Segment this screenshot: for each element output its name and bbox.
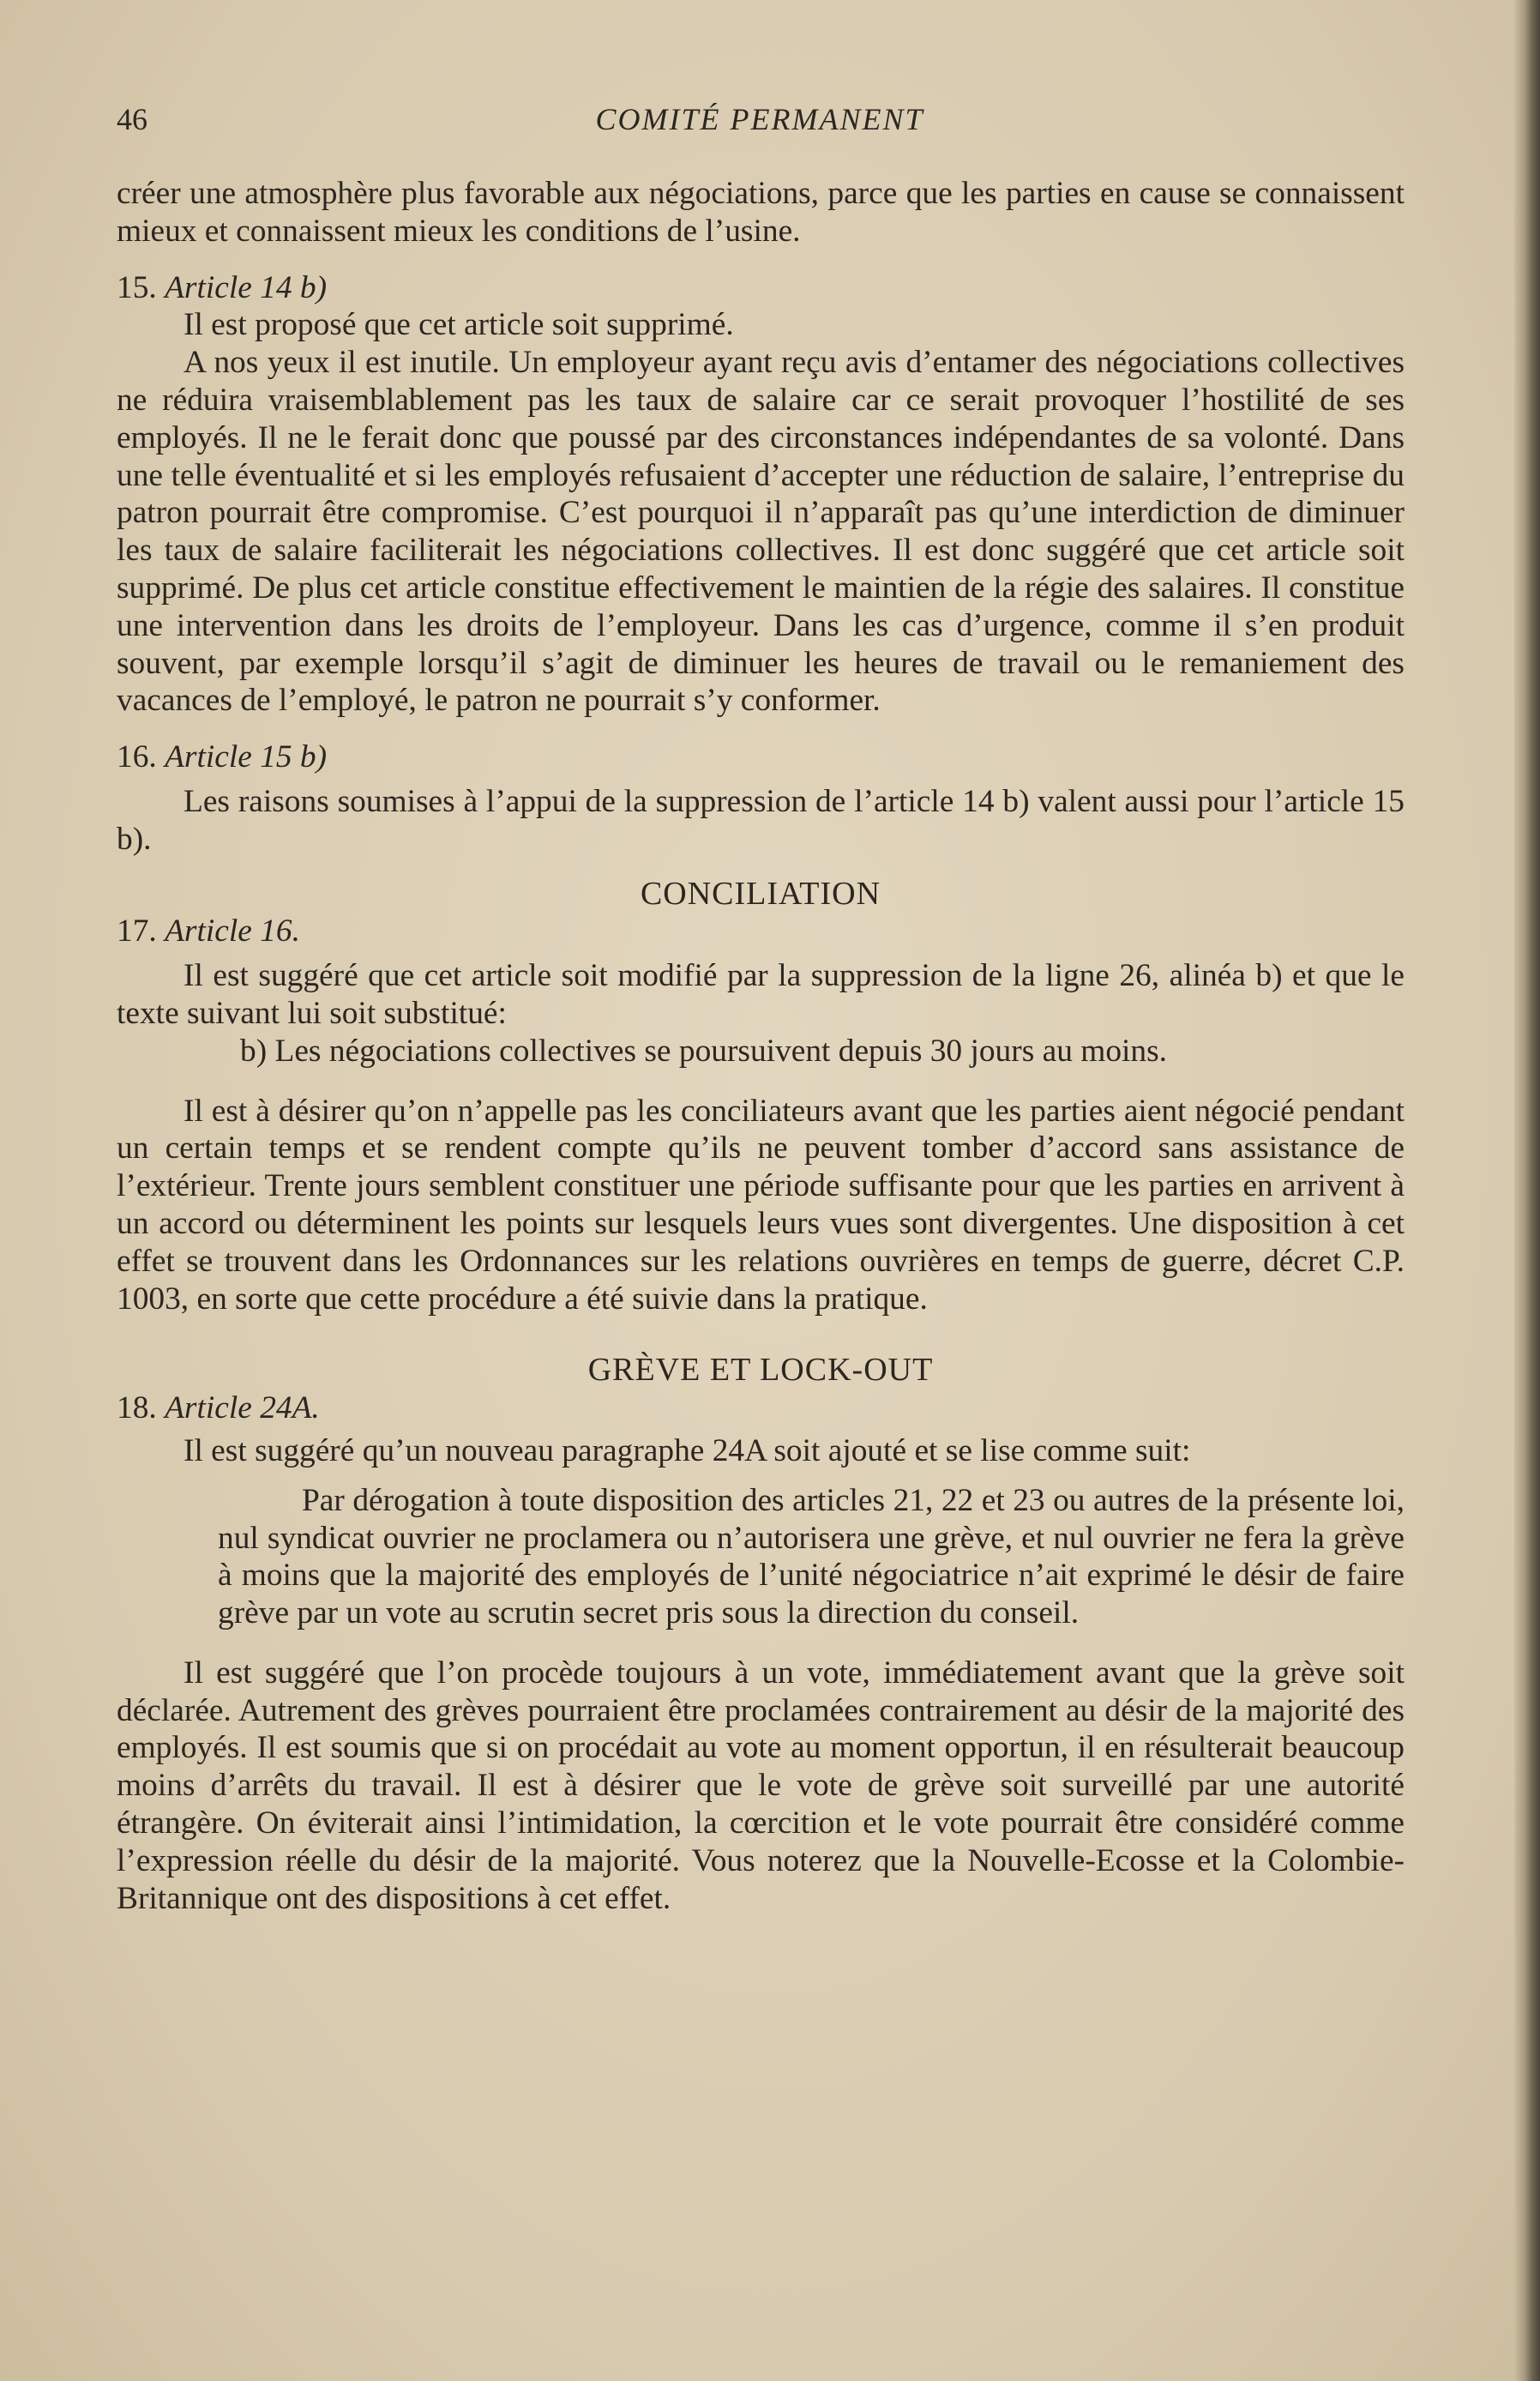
page-number: 46 [117,102,147,136]
article-15-heading [117,269,1405,307]
article-17-quote: b) Les négociations collectives se poursuivent depuis 30 jours au moins. [240,1033,1168,1069]
article-18-quote: Par dérogation à toute disposition des articles 21, 22 et 23 ou autres de la présente loi, nul syndicat ouvrier ne proclamera ou n’autorisera une grève, et nul ouvrier ne fera la grève à moins que la majorité des employés de l’unité négociatrice n’ait exprimé le désir de faire grève par un vote au scrutin secret pris sous la direction du conseil. [218,1482,1405,1631]
running-head: COMITÉ PERMANENT [595,102,924,136]
article-18-title: Article 24A. [165,1390,320,1426]
article-18-paragraph-2: Il est suggéré que l’on procède toujours à un vote, immédiatement avant que la grève soit déclarée. Autrement des grèves pourraient être proclamées contrairement au désir de la majorité des employés. Il est soumis que si on procédait au vote au moment opportun, il en résulterait beaucoup moins d’arrêts du travail. Il est à désirer que le vote de grève soit surveillé par une autorité étrangère. On éviterait ainsi l’intimidation, la cœrcition et le vote pourrait être considéré comme l’expression réelle du désir de la majorité. Vous noterez que la Nouvelle-Ecosse et la Colombie-Britannique ont des dispositions à cet effet. [117,1655,1405,1916]
section-title-conciliation: CONCILIATION [640,875,881,912]
article-16-number: 16. [117,739,165,775]
article-15-title: Article 14 b) [165,269,328,305]
article-17-heading [117,913,1405,950]
article-17-title: Article 16. [165,913,300,949]
article-18-number: 18. [117,1390,165,1426]
article-18-heading [117,1389,1405,1427]
article-16-paragraph-1: Les raisons soumises à l’appui de la suppression de l’article 14 b) valent aussi pour l’article 15 b). [117,783,1405,857]
article-15-paragraph-2: A nos yeux il est inutile. Un employeur ayant reçu avis d’entamer des négociations collectives ne réduira vraisemblablement pas les taux de salaire car ce serait provoquer l’hostilité de ses employés. Il ne le ferait donc que poussé par des circonstances indépendantes de sa volonté. Dans une telle éventualité et si les employés refusaient d’accepter une réduction de salaire, l’entreprise du patron pourrait être compromise. C’est pourquoi il n’apparaît pas qu’une interdiction de diminuer les taux de salaire faciliterait les négociations collectives. Il est donc suggéré que cet article soit supprimé. De plus cet article constitue effectivement le maintien de la régie des salaires. Il constitue une intervention dans les droits de l’employeur. Dans les cas d’urgence, comme il s’en produit souvent, par exemple lorsqu’il s’agit de diminuer les heures de travail ou le remaniement des vacances de l’employé, le patron ne pourrait s’y conformer. [117,345,1405,719]
article-15-paragraph-1: Il est proposé que cet article soit supprimé. [183,307,734,343]
intro-paragraph: créer une atmosphère plus favorable aux négociations, parce que les parties en cause se connaissent mieux et connaissent mieux les conditions de l’usine. [117,176,1405,249]
article-17-number: 17. [117,913,165,949]
article-18-paragraph-1: Il est suggéré qu’un nouveau paragraphe 24A soit ajouté et se lise comme suit: [183,1432,1191,1468]
article-17-paragraph-2: Il est à désirer qu’on n’appelle pas les conciliateurs avant que les parties aient négocié pendant un certain temps et se rendent compte qu’ils ne peuvent tomber d’accord sans assistance de l’extérieur. Trente jours semblent constituer une période suffisante pour que les parties en arrivent à un accord ou déterminent les points sur lesquels leurs vues sont divergentes. Une disposition à cet effet se trouvent dans les Ordonnances sur les relations ouvrières en temps de guerre, décret C.P. 1003, en sorte que cette procédure a été suivie dans la pratique. [117,1093,1405,1317]
section-title-greve: GRÈVE ET LOCK-OUT [587,1352,934,1389]
article-16-heading [117,738,1405,776]
article-16-title: Article 15 b) [165,739,328,775]
page-header [117,101,1403,144]
page-body [117,175,1405,1917]
page-edge-shadow [1514,0,1540,2381]
article-17-paragraph-1: Il est suggéré que cet article soit modifié par la suppression de la ligne 26, alinéa b) et que le texte suivant lui soit substitué: [117,958,1405,1031]
article-15-number: 15. [117,269,165,305]
